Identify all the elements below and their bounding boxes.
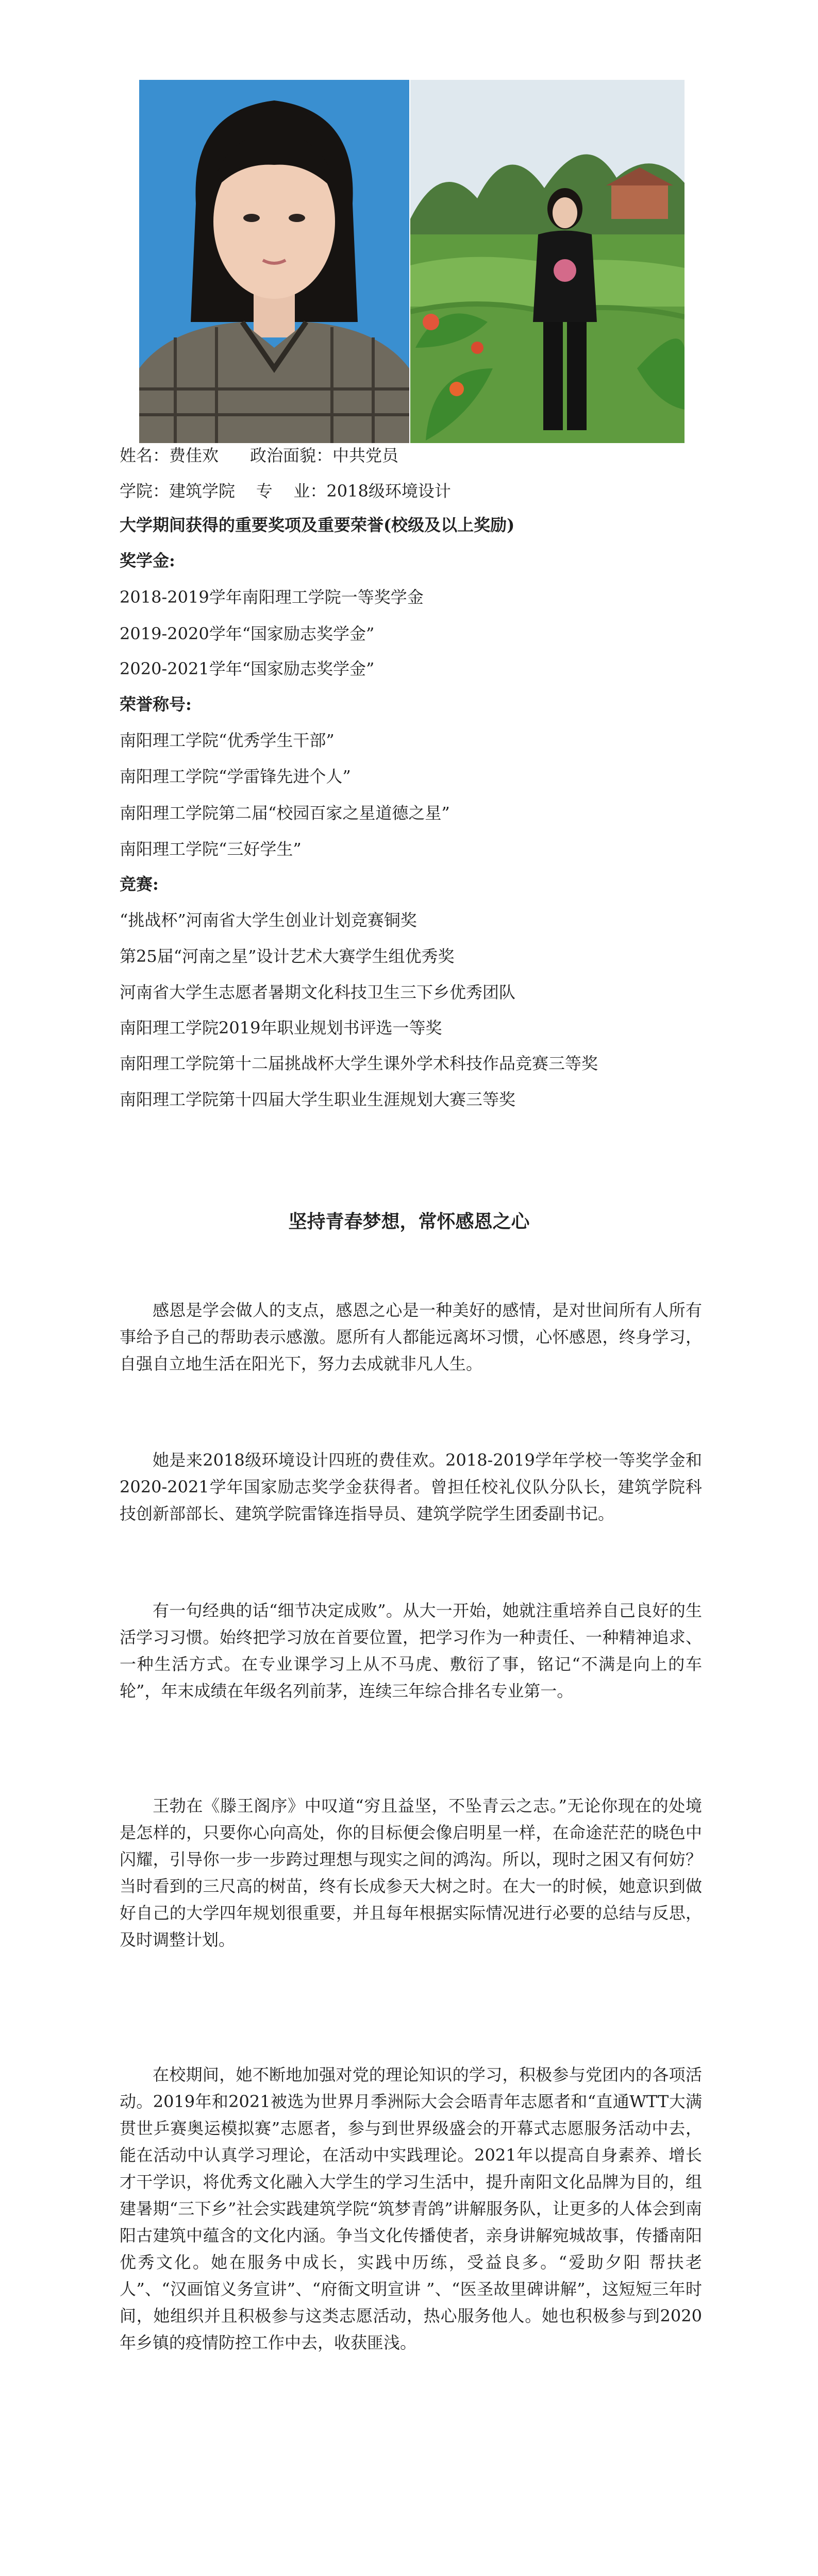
honor-heading: 荣誉称号: bbox=[120, 694, 192, 714]
portrait-photo bbox=[139, 80, 409, 443]
honor-item: 南阳理工学院“优秀学生干部” bbox=[120, 731, 335, 750]
scholarship-item: 2019-2020学年“国家励志奖学金” bbox=[120, 624, 375, 643]
competition-item: 南阳理工学院第十四届大学生职业生涯规划大赛三等奖 bbox=[120, 1090, 516, 1109]
essay-paragraph: 在校期间，她不断地加强对党的理论知识的学习，积极参与党团内的各项活动。2019年和2021被选为世界月季洲际大会会晤青年志愿者和“直通WTT大满贯世乒赛奥运模拟赛”志愿者，参与到世界级盛会的开幕式志愿服务活动中去，能在活动中认真学习理论，在活动中实践理论。2021年以提高自身素养、增长才干学识，将优秀文化融入大学生的学习生活中，提升南阳文化品牌为目的，组建暑期“三下乡”社会实践建筑学院“筑梦青鸽”讲解服务队，让更多的人体会到南阳古建筑中蕴含的文化内涵。争当文化传播使者，亲身讲解宛城故事，传播南阳优秀文化。她在服务中成长，实践中历练，受益良多。“爱助夕阳 帮扶老人”、“汉画馆义务宣讲”、“府衙文明宣讲 ”、“医圣故里碑讲解”，这短短三年时间，她组织并且积极参与这类志愿活动，热心服务他人。她也积极参与到2020年乡镇的疫情防控工作中去，收获匪浅。 bbox=[120, 2065, 702, 2352]
honor-item: 南阳理工学院“三好学生” bbox=[120, 839, 302, 859]
awards-heading: 大学期间获得的重要奖项及重要荣誉(校级及以上奖励) bbox=[120, 515, 515, 535]
essay-paragraph: 她是来2018级环境设计四班的费佳欢。2018-2019学年学校一等奖学金和2020-2021学年国家励志奖学金获得者。曾担任校礼仪队分队长，建筑学院科技创新部部长、建筑学院雷锋连指导员、建筑学院学生团委副书记。 bbox=[120, 1450, 702, 1523]
scholarship-item: 2020-2021学年“国家励志奖学金” bbox=[120, 659, 375, 679]
competition-item: 南阳理工学院第十二届挑战杯大学生课外学术科技作品竞赛三等奖 bbox=[120, 1054, 598, 1073]
competition-item: 河南省大学生志愿者暑期文化科技卫生三下乡优秀团队 bbox=[120, 982, 516, 1002]
college-line: 学院：建筑学院 专 业：2018级环境设计 bbox=[120, 481, 451, 501]
essay-title: 坚持青春梦想，常怀感恩之心 bbox=[288, 1211, 530, 1232]
competition-item: 南阳理工学院2019年职业规划书评选一等奖 bbox=[120, 1018, 442, 1038]
competition-heading: 竞赛: bbox=[120, 874, 159, 894]
scholarship-heading: 奖学金: bbox=[120, 551, 175, 570]
scholarship-item: 2018-2019学年南阳理工学院一等奖学金 bbox=[120, 587, 424, 607]
essay-paragraph: 感恩是学会做人的支点，感恩之心是一种美好的感情，是对世间所有人所有事给予自己的帮助表示感激。愿所有人都能远离坏习惯，心怀感恩，终身学习，自强自立地生活在阳光下，努力去成就非凡人生。 bbox=[120, 1300, 702, 1374]
name-line: 姓名：费佳欢 政治面貌：中共党员 bbox=[120, 446, 399, 465]
essay-paragraph: 王勃在《滕王阁序》中叹道“穷且益坚，不坠青云之志。”无论你现在的处境是怎样的，只要你心向高处，你的目标便会像启明星一样，在命途茫茫的晓色中闪耀，引导你一步一步跨过理想与现实之间的鸿沟。所以，现时之困又有何妨？当时看到的三尺高的树苗，终有长成参天大树之时。在大一的时候，她意识到做好自己的大学四年规划很重要，并且每年根据实际情况进行必要的总结与反思，及时调整计划。 bbox=[120, 1796, 702, 1950]
competition-item: “挑战杯”河南省大学生创业计划竞赛铜奖 bbox=[120, 910, 417, 930]
garden-photo bbox=[410, 80, 685, 443]
competition-item: 第25届“河南之星”设计艺术大赛学生组优秀奖 bbox=[120, 946, 455, 966]
essay-paragraph: 有一句经典的话“细节决定成败”。从大一开始，她就注重培养自己良好的生活学习习惯。始终把学习放在首要位置，把学习作为一种责任、一种精神追求、一种生活方式。在专业课学习上从不马虎、敷衍了事，铭记“不满是向上的车轮”，年末成绩在年级名列前茅，连续三年综合排名专业第一。 bbox=[120, 1601, 702, 1701]
honor-item: 南阳理工学院第二届“校园百家之星道德之星” bbox=[120, 803, 450, 823]
honor-item: 南阳理工学院“学雷锋先进个人” bbox=[120, 767, 351, 786]
